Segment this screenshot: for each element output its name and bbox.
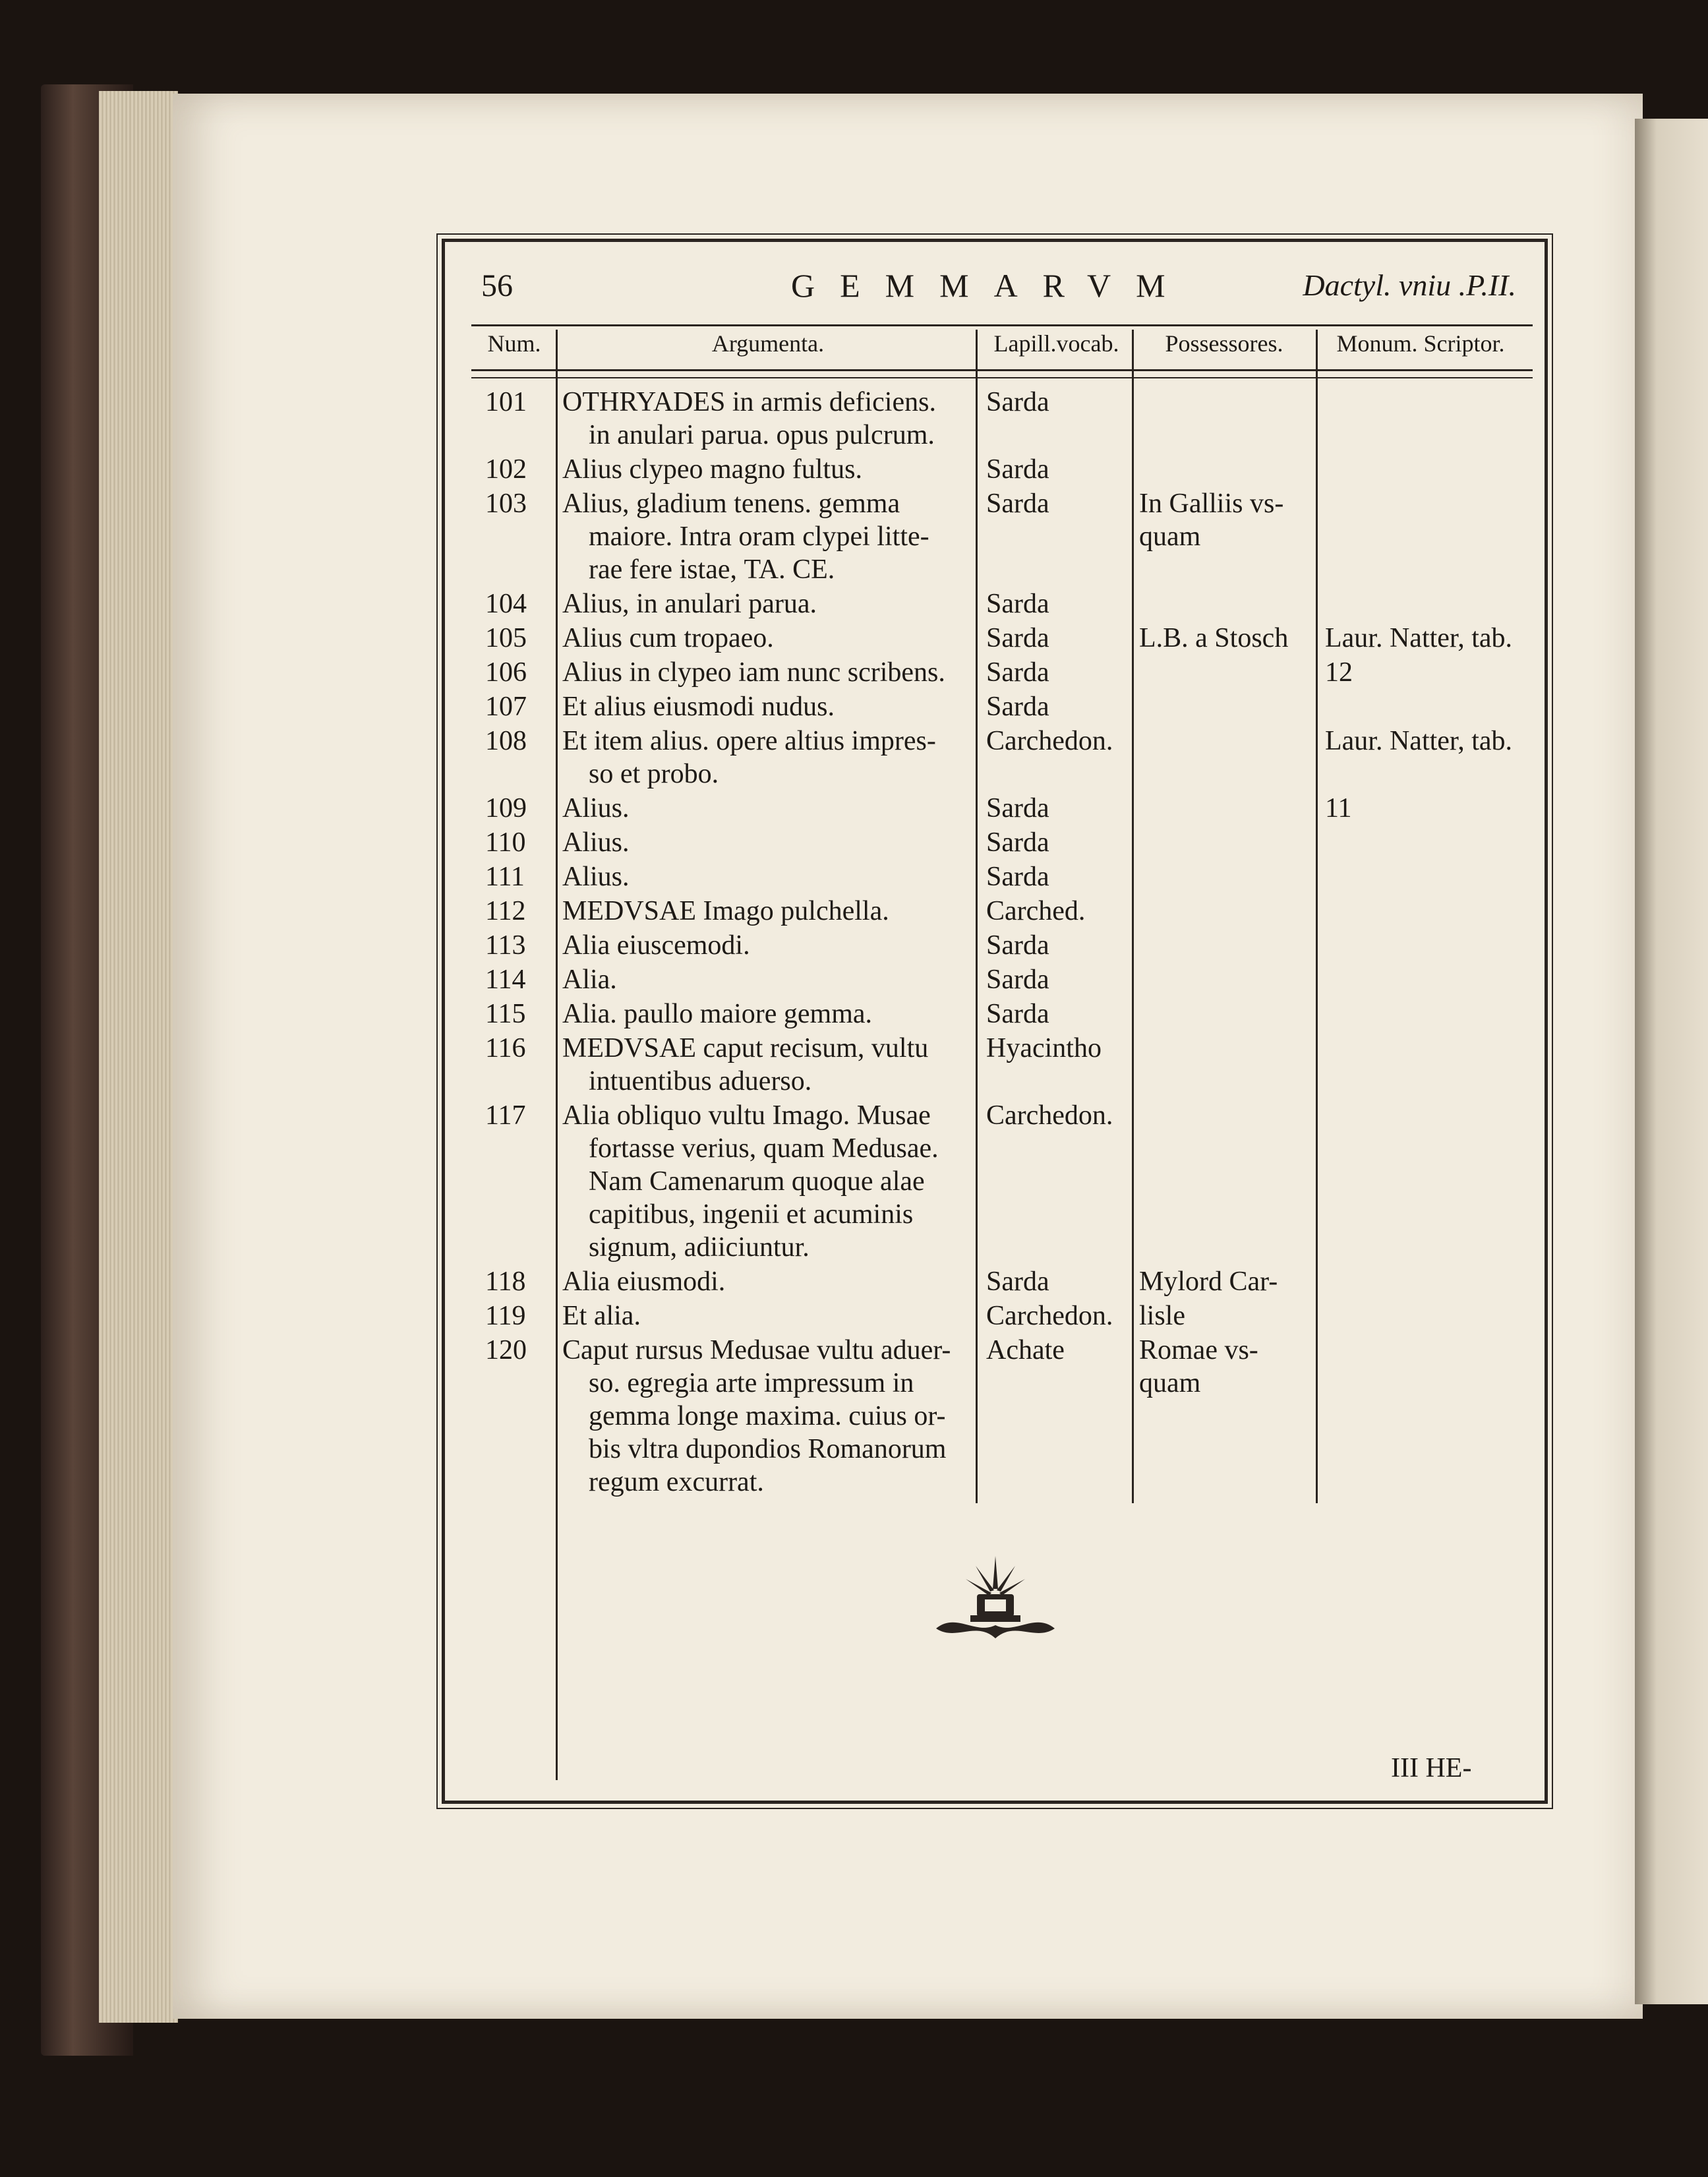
running-note: Dactyl. vniu .P.II. [1303, 268, 1516, 302]
col-header-num: Num. [487, 330, 541, 357]
entry-stone: Achate [986, 1335, 1065, 1365]
argument-line: Et alia. [562, 1301, 641, 1331]
argument-line: MEDVSAE Imago pulchella. [562, 896, 889, 926]
entry-possessor: Mylord Car- [1139, 1267, 1278, 1297]
entry-monument: Laur. Natter, tab. [1325, 726, 1513, 756]
entry-argument [562, 895, 976, 928]
catchword: III HE- [1391, 1753, 1472, 1783]
entry-argument [562, 386, 976, 452]
entry-number: 110 [485, 827, 526, 858]
argument-line: fortasse verius, quam Medusae. [589, 1133, 939, 1164]
argument-line: Alius, gladium tenens. gemma [562, 489, 900, 519]
header-rule-thin [471, 377, 1533, 378]
entry-stone: Carched. [986, 896, 1086, 926]
entry-number: 101 [485, 387, 527, 417]
argument-line: Alius. [562, 827, 630, 858]
argument-line: regum excurrat. [589, 1467, 764, 1497]
entry-stone: Hyacintho [986, 1033, 1102, 1063]
entry-number: 112 [485, 896, 526, 926]
entry-stone: Sarda [986, 965, 1049, 995]
entry-stone: Sarda [986, 999, 1049, 1029]
entry-possessor: Romae vs- quam [1139, 1335, 1258, 1398]
entry-argument [562, 826, 976, 859]
entry-argument [562, 622, 976, 655]
argument-line: maiore. Intra oram clypei litte- [589, 522, 929, 552]
entry-stone: Sarda [986, 657, 1049, 688]
argument-line: Alius. [562, 862, 630, 892]
col-header-pos: Possessores. [1165, 330, 1283, 357]
entry-argument [562, 1334, 976, 1499]
entry-argument [562, 860, 976, 893]
entry-argument [562, 998, 976, 1030]
entry-number: 115 [485, 999, 526, 1029]
argument-line: Alia eiusmodi. [562, 1267, 726, 1297]
argument-line: rae fere istae, ΤΑ. CE. [589, 554, 835, 585]
argument-line: MEDVSAE caput recisum, vultu [562, 1033, 929, 1063]
entry-number: 107 [485, 692, 527, 722]
header-rule-bottom [471, 369, 1533, 371]
entry-argument [562, 929, 976, 962]
argument-line: Alius cum tropaeo. [562, 623, 774, 653]
entry-argument [562, 1099, 976, 1264]
entry-number: 106 [485, 657, 527, 688]
entry-argument [562, 792, 976, 825]
entry-stone: Sarda [986, 862, 1049, 892]
argument-line: Et item alius. opere altius impres- [562, 726, 936, 756]
entry-number: 114 [485, 965, 526, 995]
entry-number: 118 [485, 1267, 526, 1297]
entry-argument [562, 1299, 976, 1332]
argument-line: bis vltra dupondios Romanorum [589, 1434, 947, 1464]
argument-line: Alia eiuscemodi. [562, 930, 750, 961]
entry-argument [562, 725, 976, 790]
entry-argument [562, 1032, 976, 1098]
page-title: GEMMARVM [791, 267, 1191, 304]
entry-argument [562, 453, 976, 486]
page-number: 56 [481, 268, 513, 303]
entry-stone: Sarda [986, 387, 1049, 417]
entry-number: 111 [485, 862, 525, 892]
argument-line: gemma longe maxima. cuius or- [589, 1401, 946, 1431]
entry-monument: 11 [1325, 793, 1352, 823]
entry-number: 113 [485, 930, 526, 961]
argument-line: Caput rursus Medusae vultu aduer- [562, 1335, 951, 1365]
argument-line: so et probo. [589, 759, 719, 789]
argument-line: Alius. [562, 793, 630, 823]
entry-number: 104 [485, 589, 527, 619]
argument-line: so. egregia arte impressum in [589, 1368, 914, 1398]
entry-argument [562, 690, 976, 723]
entry-stone: Sarda [986, 692, 1049, 722]
column-divider-3 [1132, 330, 1134, 1503]
ornament-vase-icon [929, 1549, 1061, 1648]
col-header-arg: Argumenta. [711, 330, 825, 357]
argument-line: OTHRYADES in armis deficiens. [562, 387, 936, 417]
argument-line: Alia. [562, 965, 617, 995]
argument-line: Alius in clypeo iam nunc scribens. [562, 657, 945, 688]
entry-argument [562, 656, 976, 689]
argument-line: Alius, in anulari parua. [562, 589, 817, 619]
column-divider-1 [556, 330, 558, 1780]
entry-number: 102 [485, 454, 527, 485]
entry-stone: Carchedon. [986, 1301, 1113, 1331]
entry-stone: Sarda [986, 489, 1049, 519]
argument-line: in anulari parua. opus pulcrum. [589, 420, 935, 450]
facing-page-edge [1635, 119, 1708, 2004]
entry-possessor: L.B. a Stosch [1139, 623, 1289, 653]
entry-argument [562, 587, 976, 620]
entry-argument [562, 487, 976, 586]
argument-line: Et alius eiusmodi nudus. [562, 692, 835, 722]
argument-line: Alia. paullo maiore gemma. [562, 999, 873, 1029]
entry-number: 119 [485, 1301, 526, 1331]
entry-monument: 12 [1325, 657, 1353, 688]
entry-stone: Sarda [986, 793, 1049, 823]
entry-number: 117 [485, 1100, 526, 1131]
col-header-mon: Monum. Scriptor. [1336, 330, 1505, 357]
entry-stone: Carchedon. [986, 1100, 1113, 1131]
header-rule-top [471, 324, 1533, 326]
entry-stone: Sarda [986, 827, 1049, 858]
entry-number: 120 [485, 1335, 527, 1365]
argument-line: capitibus, ingenii et acuminis [589, 1199, 914, 1230]
entry-number: 109 [485, 793, 527, 823]
entry-possessor: In Galliis vs- quam [1139, 489, 1284, 552]
entry-stone: Sarda [986, 589, 1049, 619]
entry-stone: Carchedon. [986, 726, 1113, 756]
argument-line: Alius clypeo magno fultus. [562, 454, 862, 485]
entry-stone: Sarda [986, 1267, 1049, 1297]
entry-number: 108 [485, 726, 527, 756]
running-head [461, 264, 1523, 310]
argument-line: signum, adiiciuntur. [589, 1232, 810, 1263]
page-edges [99, 91, 178, 2023]
entry-number: 116 [485, 1033, 526, 1063]
argument-line: Nam Camenarum quoque alae [589, 1166, 925, 1197]
entry-stone: Sarda [986, 623, 1049, 653]
entry-monument: Laur. Natter, tab. [1325, 623, 1513, 653]
argument-line: Alia obliquo vultu Imago. Musae [562, 1100, 931, 1131]
argument-line: intuentibus aduerso. [589, 1066, 812, 1096]
col-header-lap: Lapill.vocab. [993, 330, 1119, 357]
entry-number: 105 [485, 623, 527, 653]
entry-number: 103 [485, 489, 527, 519]
entry-argument [562, 1265, 976, 1298]
entry-stone: Sarda [986, 454, 1049, 485]
entry-argument [562, 963, 976, 996]
entry-possessor: lisle [1139, 1301, 1185, 1331]
entry-stone: Sarda [986, 930, 1049, 961]
